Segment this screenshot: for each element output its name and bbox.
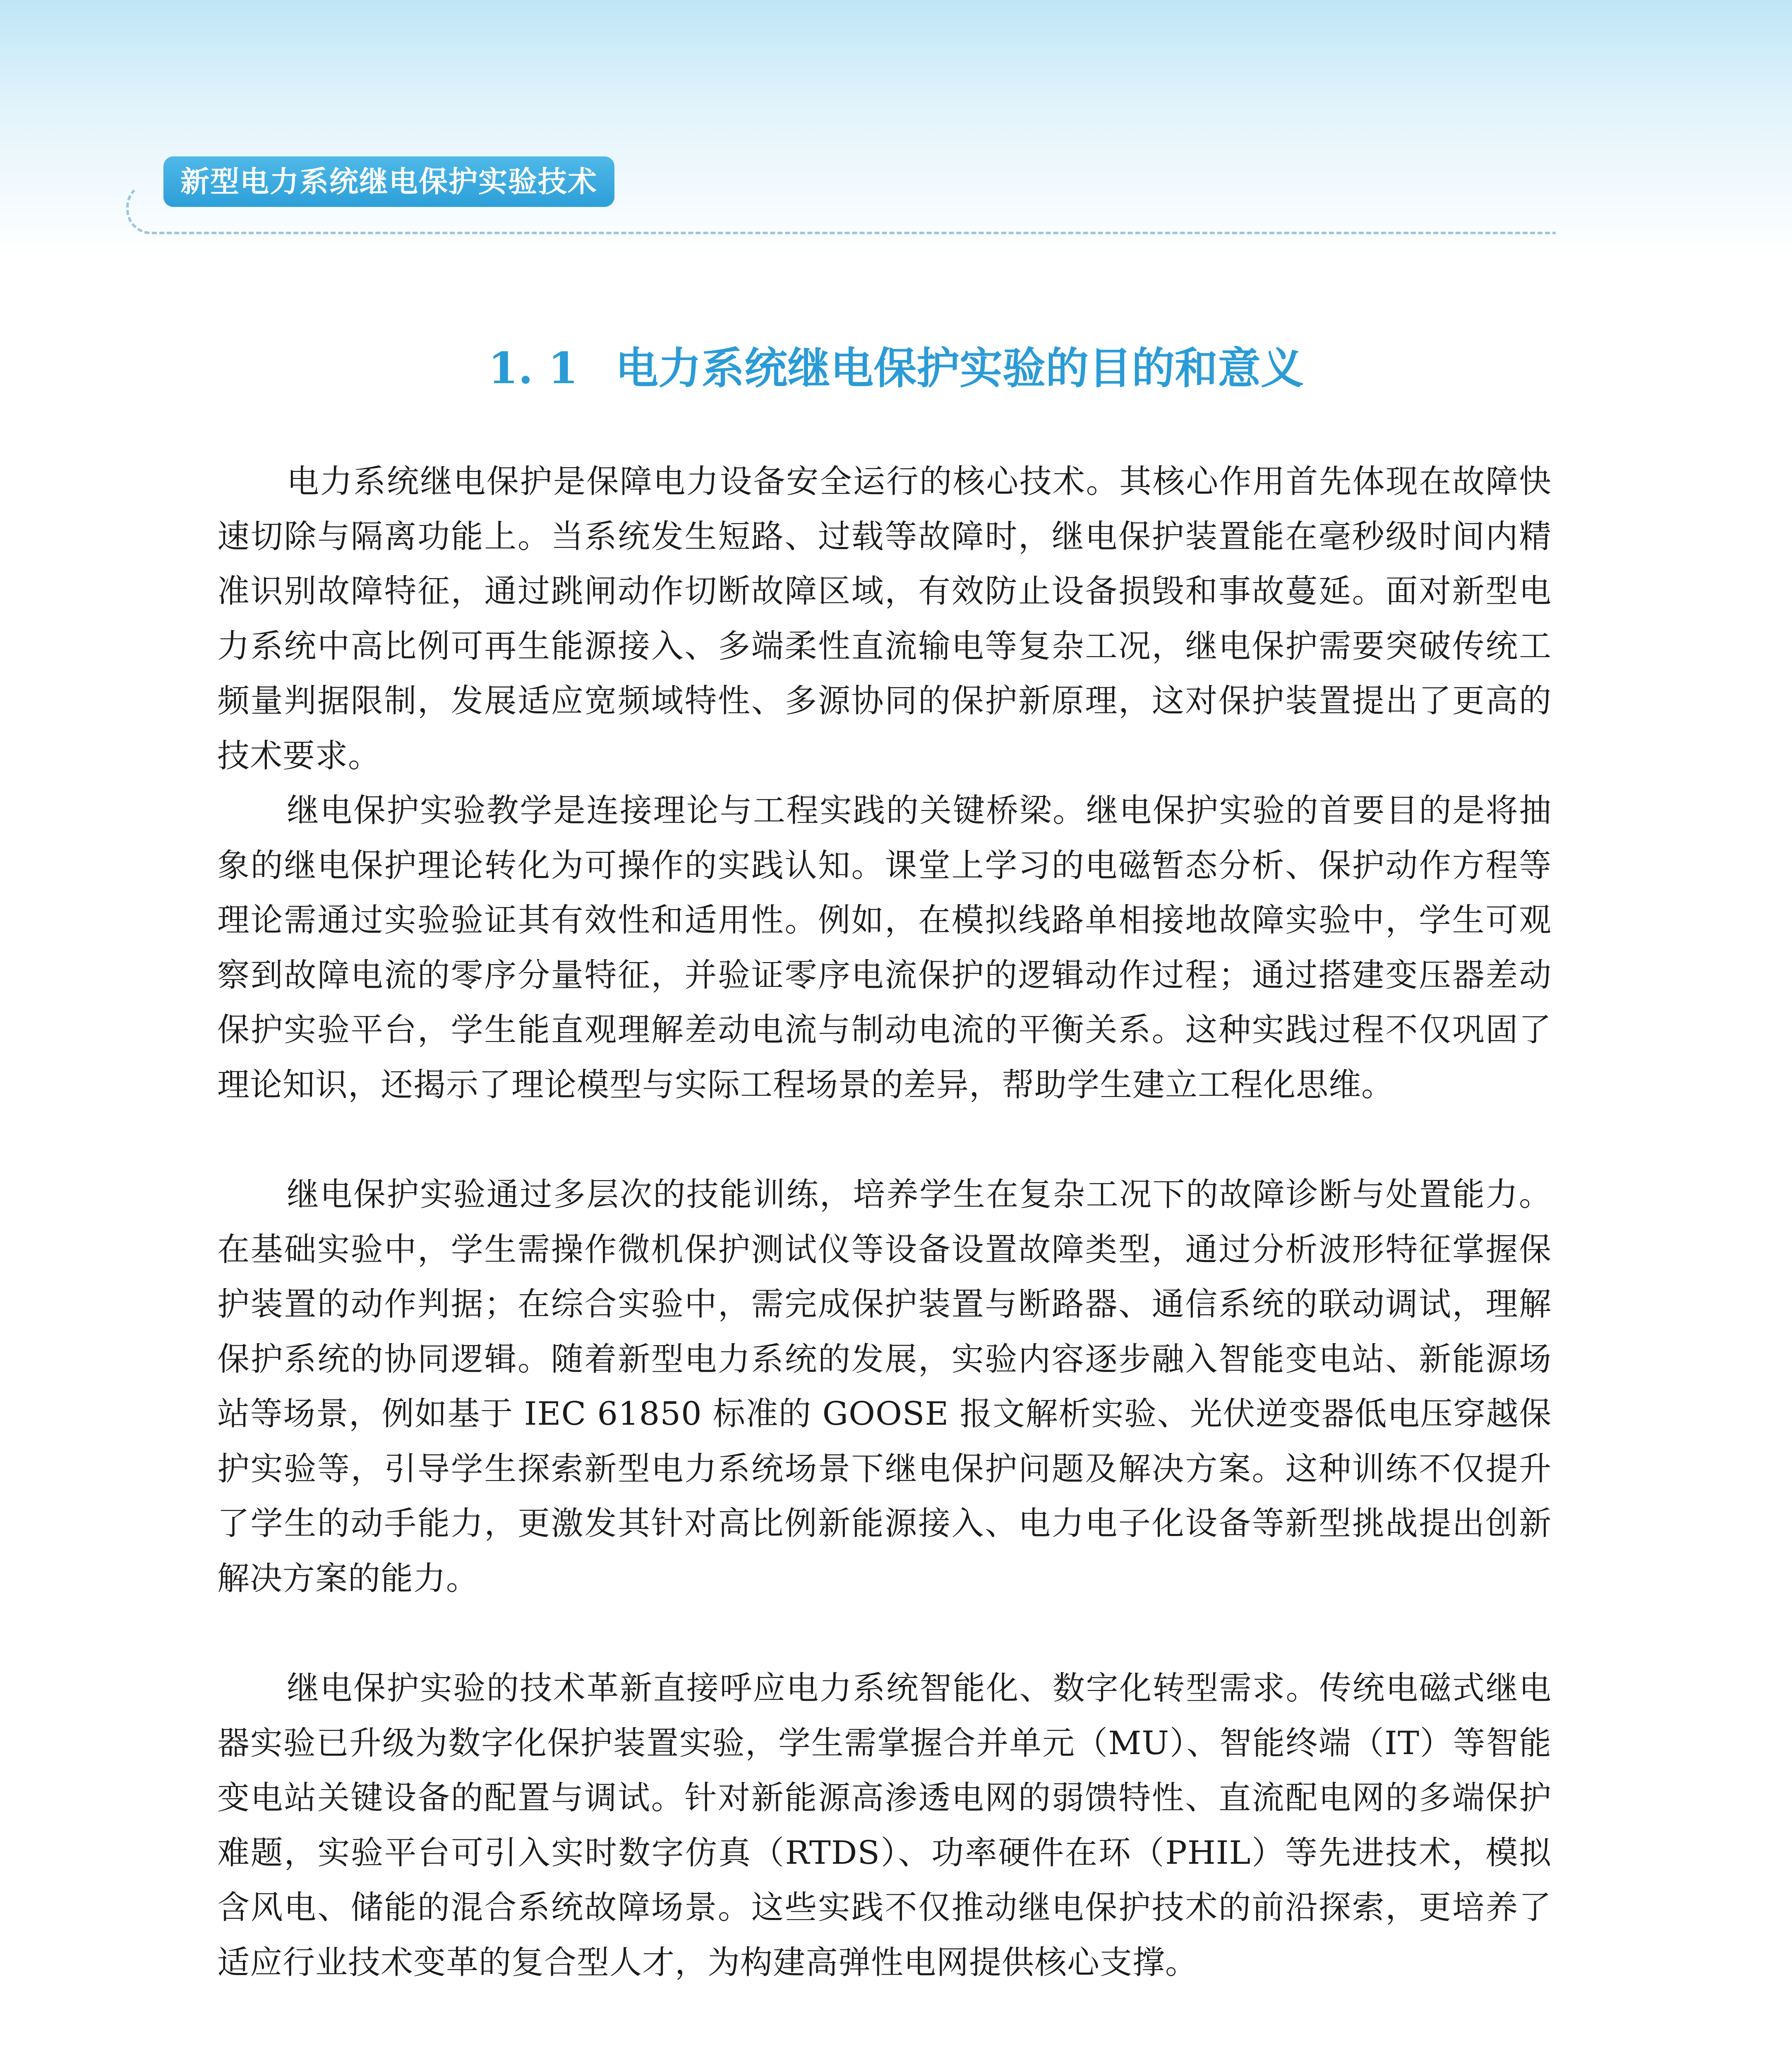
section-number: 1. 1 [488, 343, 578, 394]
section-heading-1-1 [0, 339, 1792, 397]
paragraph: 继电保护实验教学是连接理论与工程实践的关键桥梁。继电保护实验的首要目的是将抽象的继电保护理论转化为可操作的实践认知。课堂上学习的电磁暂态分析、保护动作方程等理论需通过实验验证其有效性和适用性。例如，在模拟线路单相接地故障实验中，学生可观察到故障电流的零序分量特征，并验证零序电流保护的逻辑动作过程；通过搭建变压器差动保护实验平台，学生能直观理解差动电流与制动电流的平衡关系。这种实践过程不仅巩固了理论知识，还揭示了理论模型与实际工程场景的差异，帮助学生建立工程化思维。 [217, 792, 1552, 1104]
running-header-title: 新型电力系统继电保护实验技术 [163, 156, 614, 207]
paragraph: 继电保护实验的技术革新直接呼应电力系统智能化、数字化转型需求。传统电磁式继电器实验已升级为数字化保护装置实验，学生需掌握合并单元（MU）、智能终端（IT）等智能变电站关键设备的配置与调试。针对新能源高渗透电网的弱馈特性、直流配电网的多端保护难题，实验平台可引入实时数字仿真（RTDS）、功率硬件在环（PHIL）等先进技术，模拟含风电、储能的混合系统故障场景。这些实践不仅推动继电保护技术的前沿探索，更培养了适应行业技术变革的复合型人才，为构建高弹性电网提供核心支撑。 [217, 1670, 1552, 1981]
section-title-text: 电力系统继电保护实验的目的和意义 [615, 343, 1304, 394]
paragraph: 电力系统继电保护是保障电力设备安全运行的核心技术。其核心作用首先体现在故障快速切除与隔离功能上。当系统发生短路、过载等故障时，继电保护装置能在毫秒级时间内精准识别故障特征，通过跳闸动作切断故障区域，有效防止设备损毁和事故蔓延。面对新型电力系统中高比例可再生能源接入、多端柔性直流输电等复杂工况，继电保护需要突破传统工频量判据限制，发展适应宽频域特性、多源协同的保护新原理，这对保护装置提出了更高的技术要求。 [217, 463, 1552, 775]
paragraph: 继电保护实验通过多层次的技能训练，培养学生在复杂工况下的故障诊断与处置能力。在基础实验中，学生需操作微机保护测试仪等设备设置故障类型，通过分析波形特征掌握保护装置的动作判据；在综合实验中，需完成保护装置与断路器、通信系统的联动调试，理解保护系统的协同逻辑。随着新型电力系统的发展，实验内容逐步融入智能变电站、新能源场站等场景，例如基于 IEC 61850 标准的 GOOSE 报文解析实验、光伏逆变器低电压穿越保护实验等，引导学生探索新型电力系统场景下继电保护问题及解决方案。这种训练不仅提升了学生的动手能力，更激发其针对高比例新能源接入、电力电子化设备等新型挑战提出创新解决方案的能力。 [217, 1176, 1552, 1597]
